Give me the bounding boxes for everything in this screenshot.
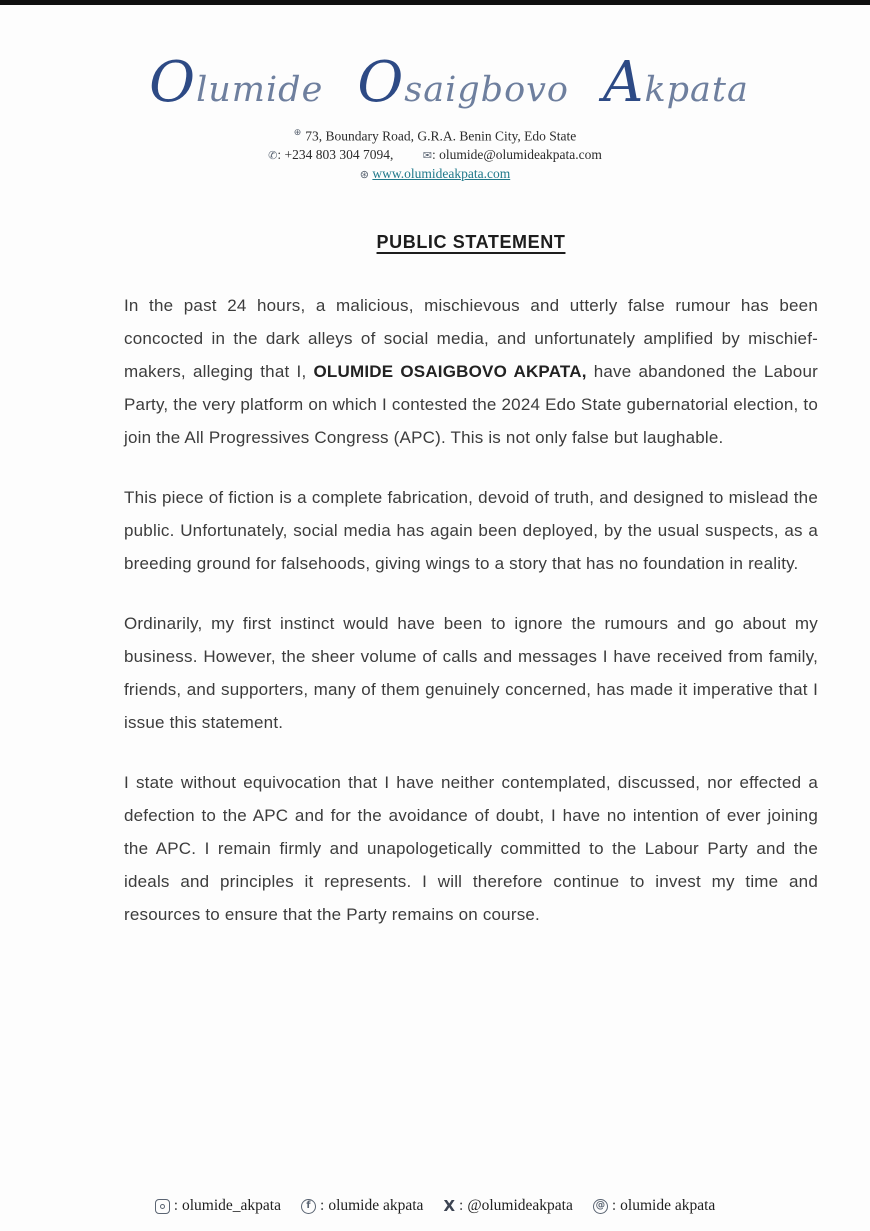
statement-paragraph-2: This piece of fiction is a complete fabrication, devoid of truth, and designed to mislead the public. Unfortunately, social media has again been deployed, by the usual suspects, as a breeding ground for falsehoods, giving wings to a story that has no foundation in reality.	[124, 487, 818, 573]
address-text: 73, Boundary Road, G.R.A. Benin City, Edo State	[305, 128, 577, 144]
x-twitter-handle: @olumideakpata	[467, 1197, 573, 1214]
name-word: Olumide	[149, 50, 324, 115]
phone-number: +234 803 304 7094,	[284, 146, 394, 162]
statement-body	[0, 232, 870, 931]
letterhead	[0, 0, 870, 184]
globe-icon: ⊛	[359, 168, 369, 181]
statement-paragraph-3: Ordinarily, my first instinct would have been to ignore the rumours and go about my business. However, the sheer volume of calls and messages I have received from family, friends, and supporters, many of them genuinely concerned, has made it imperative that I issue this statement.	[124, 613, 818, 732]
social-threads: @ : olumide akpata	[593, 1197, 715, 1215]
x-twitter-icon: X	[443, 1196, 456, 1215]
paragraph-text: have abandoned the Labour Party, the very platform on which I contested the 2024 Edo State gubernatorial election, to join the All Progressives Congress (APC). This is not only false but laughable.	[124, 361, 818, 447]
address-line	[0, 123, 870, 146]
social-handles-footer	[0, 1197, 870, 1215]
website-line	[0, 165, 870, 184]
statement-title: PUBLIC STATEMENT	[376, 231, 566, 252]
instagram-handle: olumide_akpata	[182, 1197, 281, 1214]
facebook-handle: olumide akpata	[328, 1197, 424, 1214]
email-icon: ✉	[422, 149, 432, 162]
threads-icon: @	[593, 1199, 608, 1214]
social-x-twitter: X : @olumideakpata	[443, 1196, 573, 1215]
name-word: Osaigbovo	[357, 50, 569, 115]
email-address: olumide@olumideakpata.com	[439, 146, 602, 162]
threads-handle: olumide akpata	[620, 1197, 716, 1214]
facebook-icon: f	[301, 1199, 316, 1214]
website-link[interactable]: www.olumideakpata.com	[372, 165, 511, 181]
name-word: Akpata	[602, 50, 749, 115]
scan-top-border	[0, 0, 870, 5]
instagram-icon	[155, 1199, 170, 1214]
social-instagram: : olumide_akpata	[155, 1197, 281, 1215]
phone-email-line: ✆: +234 803 304 7094, ✉: olumide@olumideakpata.com	[0, 146, 870, 165]
letterhead-name	[14, 50, 870, 115]
social-facebook: f : olumide akpata	[301, 1197, 423, 1215]
phone-icon: ✆	[268, 149, 278, 162]
author-name-bold: OLUMIDE OSAIGBOVO AKPATA,	[313, 361, 587, 381]
statement-paragraph-4: I state without equivocation that I have neither contemplated, discussed, nor effected a defection to the APC and for the avoidance of doubt, I have no intention of ever joining the APC. I remain firmly and unapologetically committed to the Labour Party and the ideals and principles it represents. I will therefore continue to invest my time and resources to ensure that the Party remains on course.	[124, 772, 818, 924]
location-icon: ⊕	[293, 127, 302, 137]
statement-paragraph-1	[124, 289, 818, 454]
contact-block	[0, 123, 870, 184]
paragraph-text: In the past 24 hours, a malicious, mischievous and utterly false rumour has been concocted in the dark alleys of social media, and unfortunately amplified by mischief-makers, alleging that I,	[124, 295, 818, 381]
